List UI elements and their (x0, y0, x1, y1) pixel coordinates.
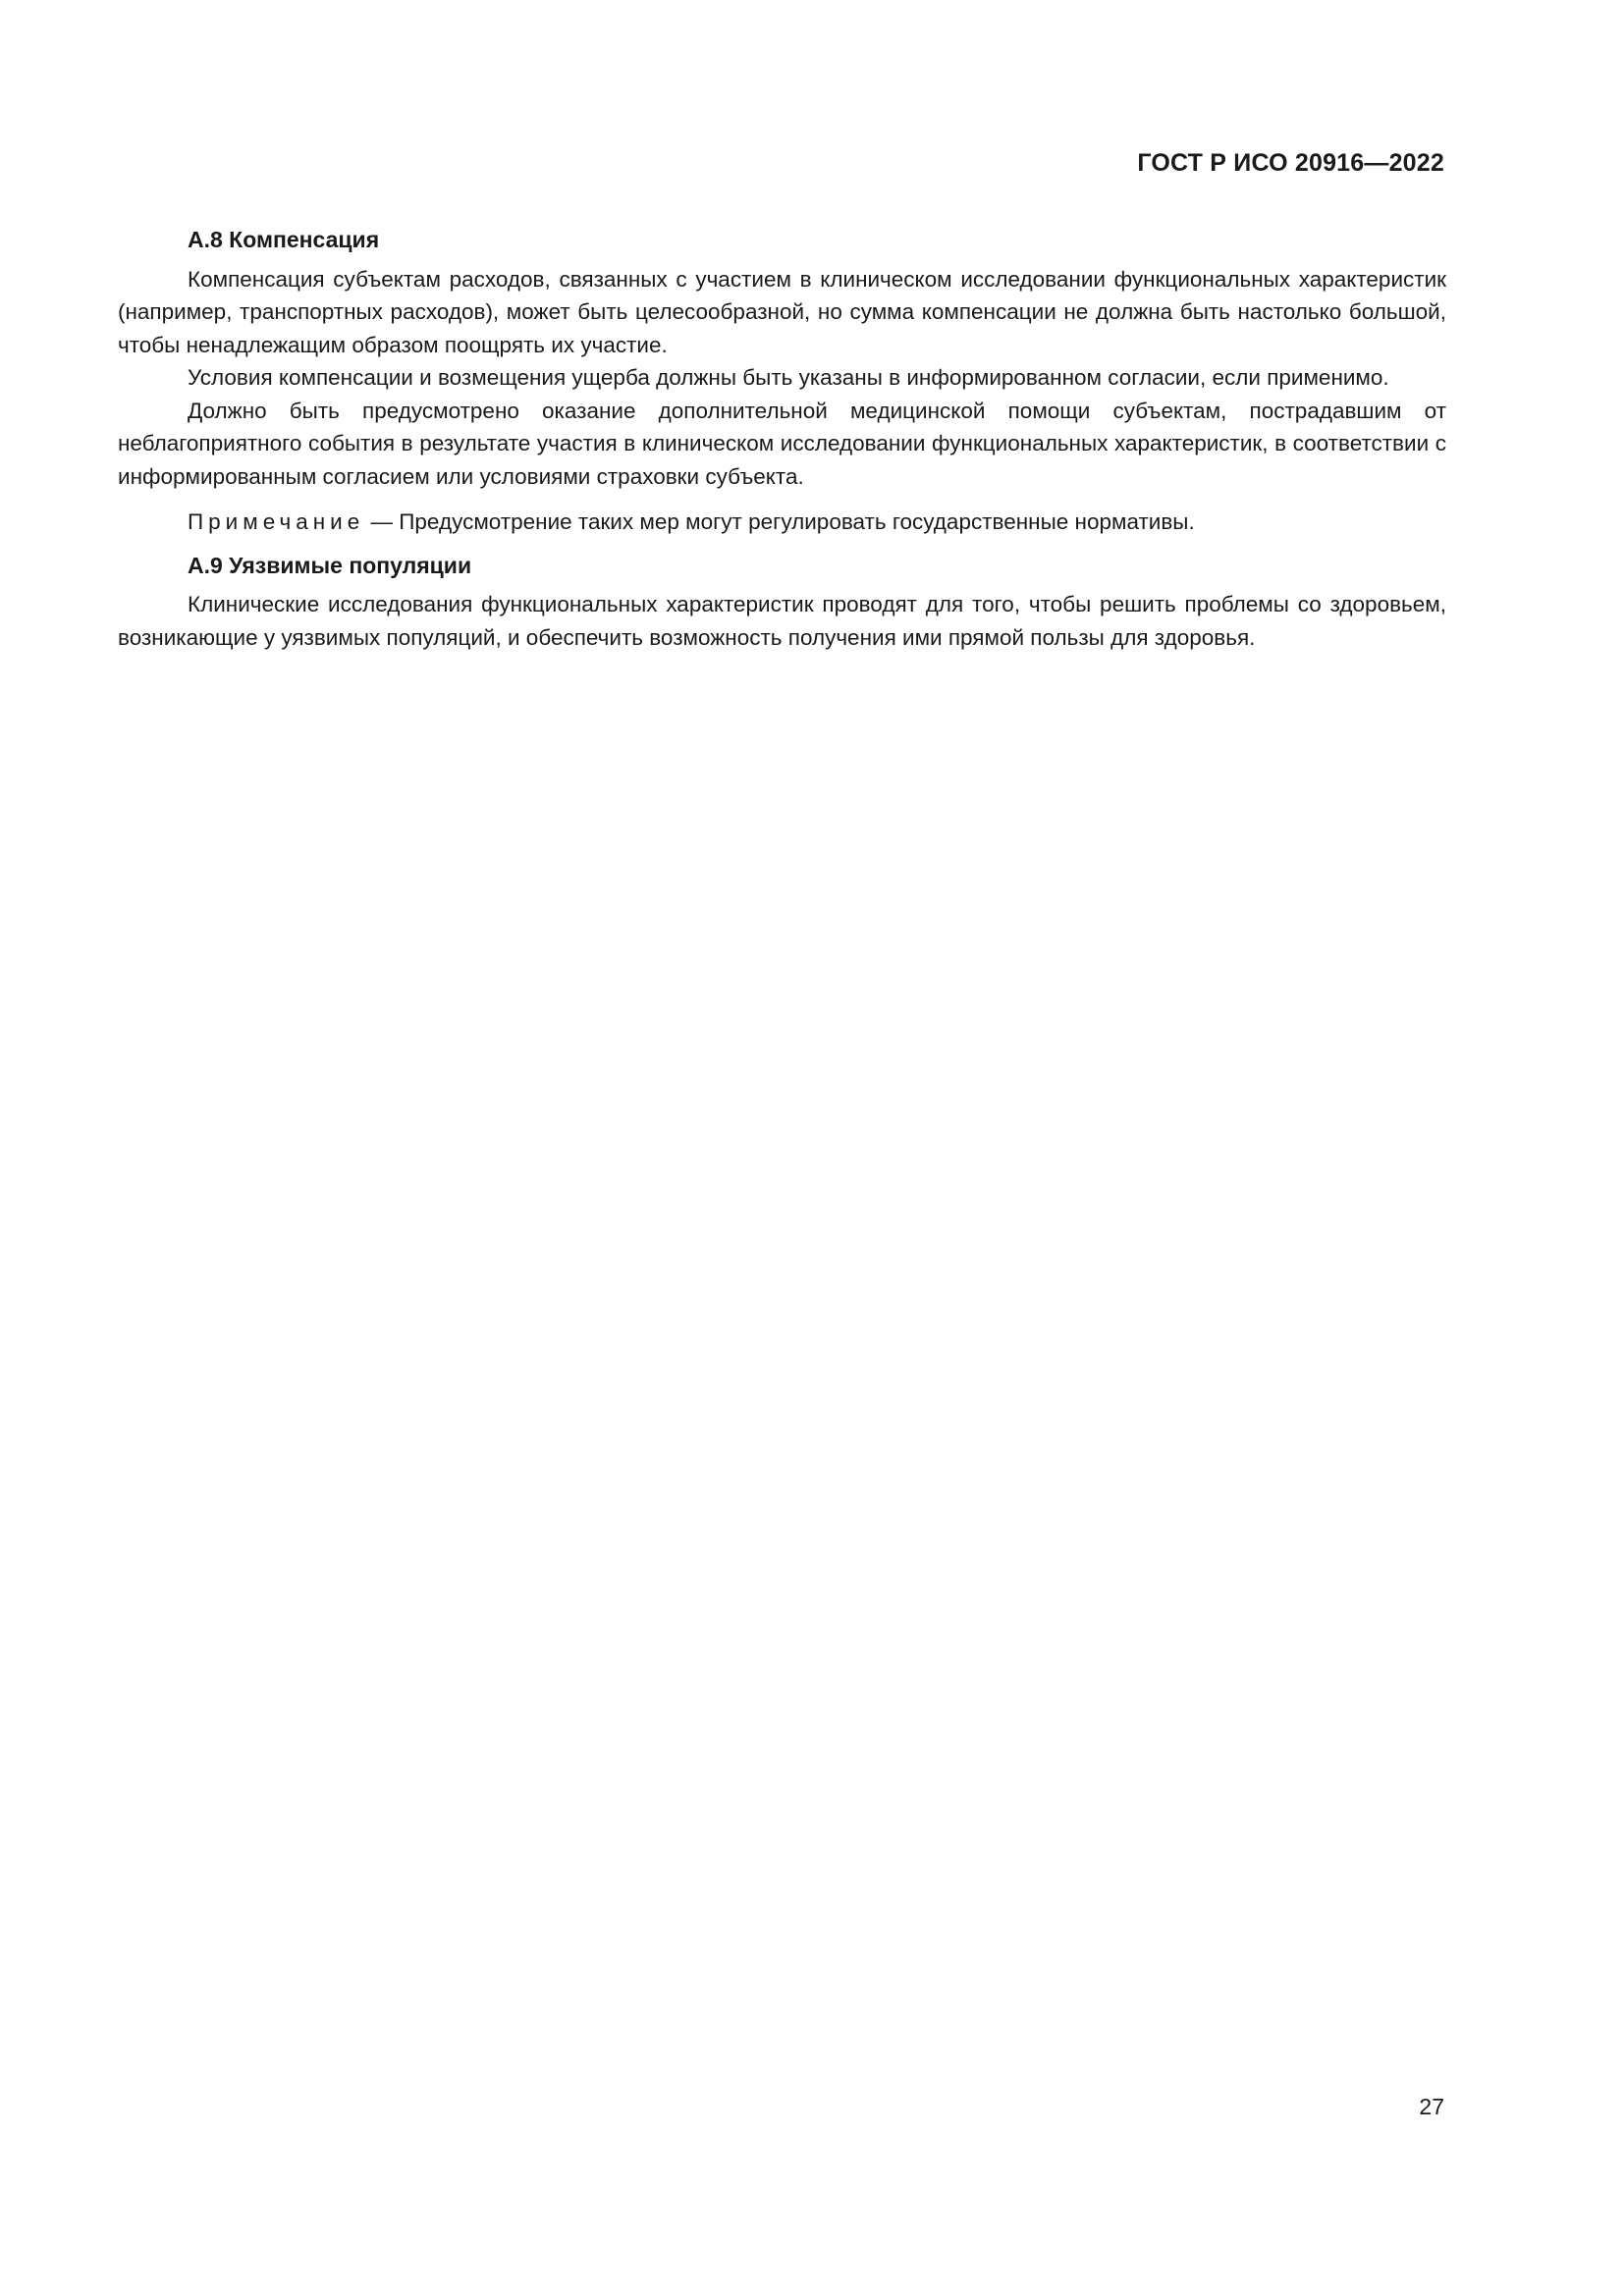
section-a9-title: А.9 Уязвимые популяции (188, 552, 472, 578)
section-a8-title: А.8 Компенсация (188, 227, 380, 252)
note-text: — Предусмотрение таких мер могут регулировать государственные нормативы. (364, 509, 1195, 534)
document-body (118, 224, 1446, 654)
note-label: Примечание (188, 509, 365, 534)
section-a9-paragraph-1: Клинические исследования функциональных характеристик проводят для того, чтобы решить проблемы со здоровьем, возникающие у уязвимых популяций, и обеспечить возможность получения ими прямой пользы для здоровья. (118, 592, 1446, 650)
section-a8-note (118, 506, 1446, 539)
section-a8-paragraph-1: Компенсация субъектам расходов, связанных с участием в клиническом исследовании функциональных характеристик (например, транспортных расходов), может быть целесообразной, но сумма компенсации не должна быть настолько большой, чтобы ненадлежащим образом поощрять их участие. (118, 266, 1446, 357)
section-a8-paragraph-2: Условия компенсации и возмещения ущерба должны быть указаны в информированном согласии, если применимо. (188, 365, 1389, 390)
standard-code-header: ГОСТ Р ИСО 20916—2022 (1137, 149, 1444, 177)
section-a8-paragraph-3: Должно быть предусмотрено оказание дополнительной медицинской помощи субъектам, пострадавшим от неблагоприятного события в результате участия в клиническом исследовании функциональных характеристик, в соответствии с информированным согласием или условиями страховки субъекта. (118, 398, 1446, 489)
page-number: 27 (1419, 2094, 1444, 2119)
